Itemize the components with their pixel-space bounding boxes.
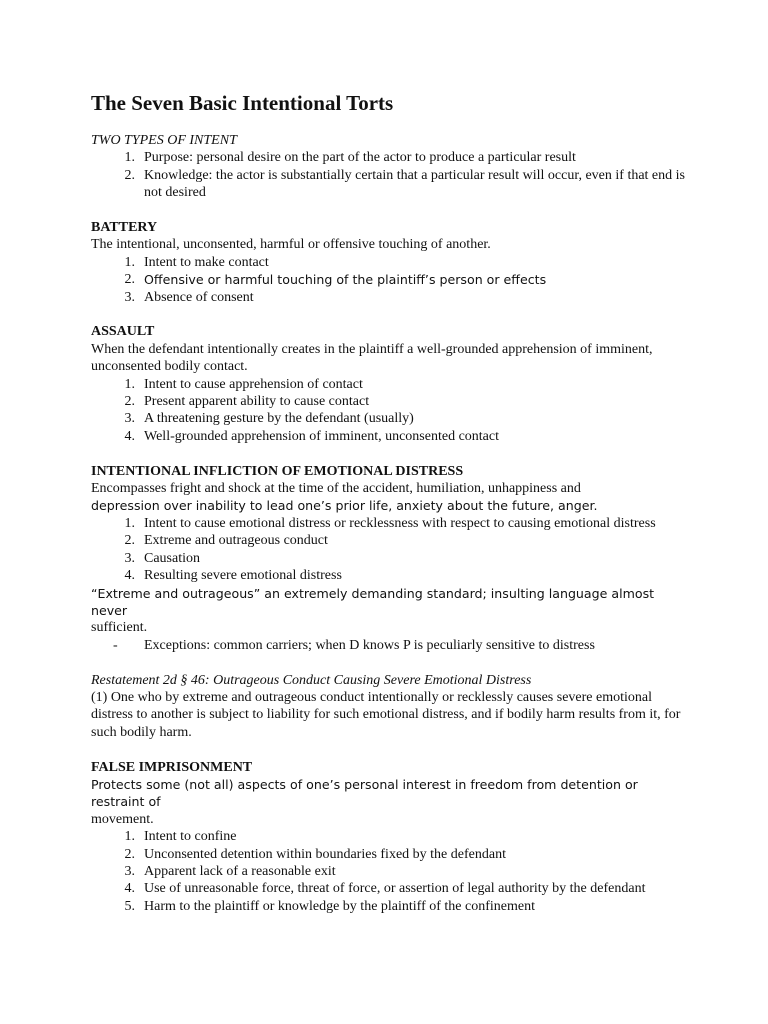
list-item: [91, 550, 691, 567]
list-item-text: Extreme and outrageous conduct: [144, 533, 328, 549]
list-item: [91, 898, 691, 915]
section-heading: INTENTIONAL INFLICTION OF EMOTIONAL DISTRESS: [91, 463, 464, 479]
list-item-text: Knowledge: the actor is substantially certain that a particular result will occur, even if that end is not desired: [144, 167, 685, 201]
list-item: [91, 828, 691, 845]
section-battery: [91, 219, 691, 306]
list-item-text: Causation: [144, 550, 200, 566]
list-item: [91, 149, 691, 166]
list-item-text: Unconsented detention within boundaries fixed by the defendant: [144, 846, 506, 862]
list-item: [91, 428, 691, 445]
section-heading: Restatement 2d § 46: Outrageous Conduct Causing Severe Emotional Distress: [91, 672, 532, 688]
list-item-text: Apparent lack of a reasonable exit: [144, 863, 336, 879]
section-assault: [91, 323, 691, 445]
list-marker: 2.: [124, 533, 135, 549]
list-item-text: Intent to cause apprehension of contact: [144, 376, 363, 392]
list-item-text: Use of unreasonable force, threat of force, or assertion of legal authority by the defendant: [144, 881, 646, 897]
list-marker: 3.: [124, 411, 135, 427]
section-definition-line: depression over inability to lead one’s prior life, anxiety about the future, anger.: [91, 498, 598, 514]
list-item-text: Intent to cause emotional distress or recklessness with respect to causing emotional distress: [144, 515, 656, 531]
list-item-text: Purpose: personal desire on the part of the actor to produce a particular result: [144, 150, 576, 166]
list-item: [91, 880, 691, 897]
list-marker: 1.: [124, 376, 135, 392]
list-marker: 1.: [124, 829, 135, 845]
list-item: [91, 271, 691, 288]
list-item: [91, 254, 691, 271]
list-item-text: Offensive or harmful touching of the plaintiff’s person or effects: [144, 272, 547, 288]
list-marker: 1.: [124, 254, 135, 270]
list-marker: 4.: [124, 428, 135, 444]
restatement-text: (1) One who by extreme and outrageous conduct intentionally or recklessly causes severe emotional distress to another is subject to liability for such emotional distress, and if bodily harm results from it, for such bodily harm.: [91, 689, 681, 740]
section-heading: TWO TYPES OF INTENT: [91, 133, 237, 148]
section-definition: The intentional, unconsented, harmful or offensive touching of another.: [91, 237, 491, 253]
section-restatement: [91, 672, 691, 742]
document-title: The Seven Basic Intentional Torts: [91, 91, 394, 115]
list-marker: -: [113, 637, 118, 653]
document-body: [91, 132, 691, 933]
list-item-text: Resulting severe emotional distress: [144, 568, 342, 584]
section-iied: [91, 463, 691, 654]
section-intent: [91, 132, 691, 202]
section-definition-line: Protects some (not all) aspects of one’s personal interest in freedom from detention or restraint of: [91, 776, 638, 810]
list-marker: 1.: [124, 515, 135, 531]
section-heading: ASSAULT: [91, 324, 155, 340]
list-marker: 1.: [124, 150, 135, 166]
note-line: sufficient.: [91, 620, 148, 636]
list-item-text: Intent to make contact: [144, 254, 269, 270]
list-marker: 2.: [124, 846, 135, 862]
list-item: [91, 410, 691, 427]
list-item: [91, 376, 691, 393]
list-marker: 2.: [124, 272, 135, 288]
list-item-text: Present apparent ability to cause contact: [144, 394, 370, 410]
section-definition: When the defendant intentionally creates in the plaintiff a well-grounded apprehension of imminent, unconsented bodily contact.: [91, 341, 653, 375]
list-marker: 3.: [124, 863, 135, 879]
list-marker: 2.: [124, 167, 135, 183]
list-item: [91, 846, 691, 863]
list-item-text: Absence of consent: [144, 289, 254, 305]
section-false-imprisonment: [91, 759, 691, 916]
list-marker: 3.: [124, 289, 135, 305]
list-item-text: A threatening gesture by the defendant (usually): [144, 411, 414, 427]
list-item: [91, 393, 691, 410]
list-item: [91, 532, 691, 549]
note-line: “Extreme and outrageous” an extremely demanding standard; insulting language almost never: [91, 585, 655, 618]
section-heading: FALSE IMPRISONMENT: [91, 759, 253, 775]
section-definition-line: Encompasses fright and shock at the time of the accident, humiliation, unhappiness and: [91, 481, 581, 497]
list-item: [91, 637, 691, 654]
list-item: [91, 289, 691, 306]
list-marker: 5.: [124, 898, 135, 914]
list-item: [91, 515, 691, 532]
list-marker: 4.: [124, 881, 135, 897]
list-item-text: Intent to confine: [144, 829, 237, 845]
list-item-text: Harm to the plaintiff or knowledge by the plaintiff of the confinement: [144, 898, 535, 914]
list-item-text: Well-grounded apprehension of imminent, unconsented contact: [144, 428, 499, 444]
list-marker: 3.: [124, 550, 135, 566]
list-item-text: Exceptions: common carriers; when D knows P is peculiarly sensitive to distress: [144, 637, 595, 653]
list-marker: 2.: [124, 394, 135, 410]
section-definition-line: movement.: [91, 811, 154, 827]
list-item: [91, 863, 691, 880]
list-marker: 4.: [124, 568, 135, 584]
list-item: [91, 167, 691, 202]
list-item: [91, 567, 691, 584]
section-heading: BATTERY: [91, 220, 158, 236]
